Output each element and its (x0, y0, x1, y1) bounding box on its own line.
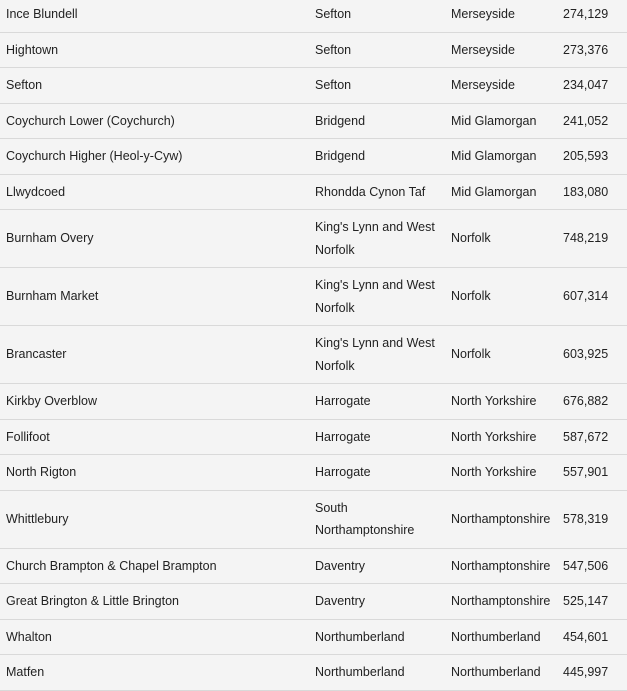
table-row (0, 174, 627, 210)
county-cell: Norfolk (446, 268, 559, 326)
place-cell: Sefton (0, 68, 309, 104)
county-cell: Merseyside (446, 0, 559, 32)
place-cell: Hightown (0, 32, 309, 68)
county-cell: Northamptonshire (446, 490, 559, 548)
table-row (0, 655, 627, 691)
table-row (0, 455, 627, 491)
place-cell: Church Brampton & Chapel Brampton (0, 548, 309, 584)
county-cell: Northumberland (446, 619, 559, 655)
district-cell: Sefton (309, 0, 446, 32)
place-cell: Whittlebury (0, 490, 309, 548)
value-cell: 603,925 (559, 326, 627, 384)
county-cell: North Yorkshire (446, 455, 559, 491)
district-cell: Daventry (309, 584, 446, 620)
district-cell: Harrogate (309, 384, 446, 420)
district-cell: Harrogate (309, 455, 446, 491)
table-row (0, 0, 627, 32)
county-cell: Norfolk (446, 326, 559, 384)
value-cell: 241,052 (559, 103, 627, 139)
place-cell: Coychurch Higher (Heol-y-Cyw) (0, 139, 309, 175)
value-cell: 587,672 (559, 419, 627, 455)
county-cell: Norfolk (446, 210, 559, 268)
value-cell: 454,601 (559, 619, 627, 655)
place-cell: North Rigton (0, 455, 309, 491)
district-cell: Sefton (309, 32, 446, 68)
district-cell: King's Lynn and West Norfolk (309, 210, 446, 268)
place-cell: Whalton (0, 619, 309, 655)
place-cell: Burnham Overy (0, 210, 309, 268)
district-cell: South Northamptonshire (309, 490, 446, 548)
district-cell: Sefton (309, 68, 446, 104)
district-cell: Northumberland (309, 655, 446, 691)
table-row (0, 584, 627, 620)
place-cell: Matfen (0, 655, 309, 691)
district-cell: Rhondda Cynon Taf (309, 174, 446, 210)
place-cell: Great Brington & Little Brington (0, 584, 309, 620)
county-cell: Northumberland (446, 655, 559, 691)
place-cell: Ince Blundell (0, 0, 309, 32)
value-cell: 234,047 (559, 68, 627, 104)
district-cell: Bridgend (309, 139, 446, 175)
county-cell: Mid Glamorgan (446, 174, 559, 210)
table-row (0, 326, 627, 384)
county-cell: Merseyside (446, 32, 559, 68)
place-cell: Llwydcoed (0, 174, 309, 210)
value-cell: 445,997 (559, 655, 627, 691)
district-cell: King's Lynn and West Norfolk (309, 326, 446, 384)
value-cell: 525,147 (559, 584, 627, 620)
district-cell: Bridgend (309, 103, 446, 139)
table-row (0, 103, 627, 139)
value-cell: 547,506 (559, 548, 627, 584)
table-row (0, 384, 627, 420)
table-row (0, 210, 627, 268)
value-cell: 676,882 (559, 384, 627, 420)
district-cell: Harrogate (309, 419, 446, 455)
value-cell: 578,319 (559, 490, 627, 548)
table-row (0, 268, 627, 326)
value-cell: 748,219 (559, 210, 627, 268)
county-cell: Merseyside (446, 68, 559, 104)
table-row (0, 548, 627, 584)
table-row (0, 490, 627, 548)
county-cell: Northamptonshire (446, 584, 559, 620)
table-row (0, 619, 627, 655)
value-cell: 205,593 (559, 139, 627, 175)
county-cell: Mid Glamorgan (446, 139, 559, 175)
table-row (0, 419, 627, 455)
table-row (0, 139, 627, 175)
place-cell: Coychurch Lower (Coychurch) (0, 103, 309, 139)
place-cell: Burnham Market (0, 268, 309, 326)
county-cell: Northamptonshire (446, 548, 559, 584)
value-cell: 273,376 (559, 32, 627, 68)
value-cell: 274,129 (559, 0, 627, 32)
table-row (0, 68, 627, 104)
value-cell: 183,080 (559, 174, 627, 210)
value-cell: 557,901 (559, 455, 627, 491)
value-cell: 607,314 (559, 268, 627, 326)
table-row (0, 32, 627, 68)
county-cell: North Yorkshire (446, 384, 559, 420)
district-cell: Daventry (309, 548, 446, 584)
place-cell: Follifoot (0, 419, 309, 455)
county-cell: North Yorkshire (446, 419, 559, 455)
district-cell: Northumberland (309, 619, 446, 655)
place-cell: Kirkby Overblow (0, 384, 309, 420)
district-cell: King's Lynn and West Norfolk (309, 268, 446, 326)
place-cell: Brancaster (0, 326, 309, 384)
county-cell: Mid Glamorgan (446, 103, 559, 139)
